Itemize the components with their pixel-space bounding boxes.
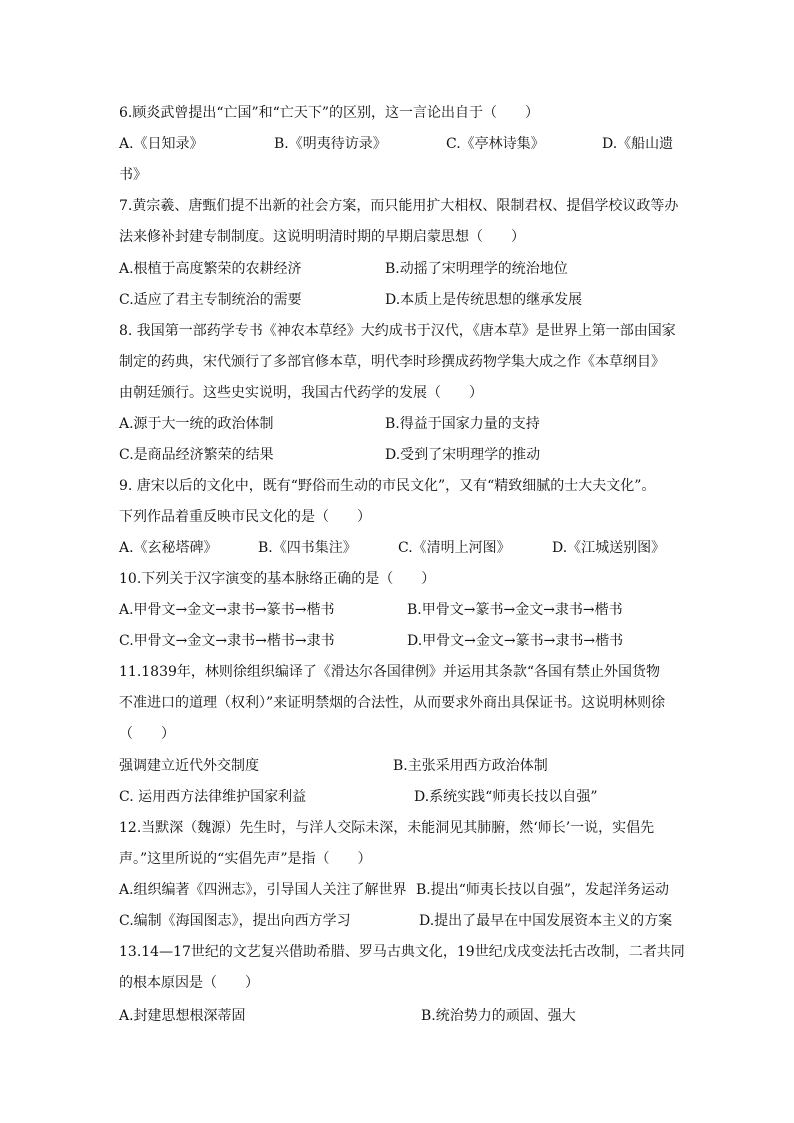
question-11-stem-line-2: 不准进口的道理（权利）”来证明禁烟的合法性，从而要求外商出具保证书。这说明林则徐: [119, 695, 666, 711]
question-9-option-b: B.《四书集注》: [258, 540, 357, 556]
question-10-option-c: C.甲骨文→金文→隶书→楷书→隶书: [119, 633, 335, 649]
question-8-option-d: D.受到了宋明理学的推动: [385, 447, 541, 463]
question-6-option-b: B.《明夷待访录》: [274, 136, 387, 152]
question-7-option-b: B.动摇了宋明理学的统治地位: [385, 261, 568, 277]
question-6-option-d-continued: 书》: [119, 167, 147, 183]
question-10-option-b: B.甲骨文→篆书→金文→隶书→楷书: [407, 602, 623, 618]
question-6-option-c: C.《亭林诗集》: [446, 136, 545, 152]
question-13-stem-line-2: 的根本原因是（ ）: [119, 975, 259, 991]
question-10-option-a: A.甲骨文→金文→隶书→篆书→楷书: [119, 602, 335, 618]
question-13-option-b: B.统治势力的顽固、强大: [421, 1008, 576, 1024]
question-12-option-b: B.提出“师夷长技以自强”，发起洋务运动: [416, 882, 670, 898]
question-11-option-b: B.主张采用西方政治体制: [393, 758, 548, 774]
question-11-stem-line-3: （ ）: [119, 726, 175, 742]
question-8-stem-line-2: 制定的药典，宋代颁行了多部官修本草，明代李时珍撰成药物学集大成之作《本草纲目》: [119, 354, 665, 370]
question-9-stem-line-1: 9. 唐宋以后的文化中，既有“野俗而生动的市民文化”，又有“精致细腻的士大夫文化”。: [119, 478, 656, 494]
question-6-stem: 6.顾炎武曾提出“亡国”和“亡天下”的区别，这一言论出自于（ ）: [119, 105, 539, 121]
question-7-stem-line-2: 法来修补封建专制制度。这说明明清时期的早期启蒙思想（ ）: [119, 229, 525, 245]
question-11-option-a: 强调建立近代外交制度: [119, 758, 259, 774]
question-8-stem-line-1: 8. 我国第一部药学专书《神农本草经》大约成书于汉代，《唐本草》是世界上第一部由国家: [119, 323, 676, 339]
question-12-option-a: A.组织编著《四洲志》，引导国人关注了解世界: [119, 882, 407, 898]
question-12-stem-line-2: 声。”这里所说的“实倡先声”是指（ ）: [119, 851, 372, 867]
question-9-option-d: D.《江城送别图》: [552, 540, 666, 556]
question-13-stem-line-1: 13.14—17世纪的文艺复兴借助希腊、罗马古典文化，19世纪戊戌变法托古改制，二者共同: [119, 944, 685, 960]
question-8-stem-line-3: 由朝廷颁行。这些史实说明，我国古代药学的发展（ ）: [119, 385, 483, 401]
question-6-option-a: A.《日知录》: [119, 136, 204, 152]
question-7-option-a: A.根植于高度繁荣的农耕经济: [119, 261, 302, 277]
question-12-option-c: C.编制《海国图志》，提出向西方学习: [119, 913, 351, 929]
question-9-option-c: C.《清明上河图》: [398, 540, 511, 556]
question-11-stem-line-1: 11.1839年，林则徐组织编译了《滑达尔各国律例》并运用其条款“各国有禁止外国货物: [119, 664, 661, 680]
question-9-stem-line-2: 下列作品着重反映市民文化的是（ ）: [119, 509, 371, 525]
question-6-option-d: D.《船山遗: [602, 136, 674, 152]
question-8-option-a: A.源于大一统的政治体制: [119, 416, 274, 432]
question-7-stem-line-1: 7.黄宗羲、唐甄们提不出新的社会方案，而只能用扩大相权、限制君权、提倡学校议政等办: [119, 198, 679, 214]
question-7-option-d: D.本质上是传统思想的继承发展: [385, 292, 583, 308]
question-10-stem: 10.下列关于汉字演变的基本脉络正确的是（ ）: [119, 571, 436, 587]
question-8-option-c: C.是商品经济繁荣的结果: [119, 447, 274, 463]
question-13-option-a: A.封建思想根深蒂固: [119, 1008, 246, 1024]
question-10-option-d: D.甲骨文→金文→篆书→隶书→楷书: [407, 633, 624, 649]
question-7-option-c: C.适应了君主专制统治的需要: [119, 292, 302, 308]
question-9-option-a: A.《玄秘塔碑》: [119, 540, 218, 556]
question-12-option-d: D.提出了最早在中国发展资本主义的方案: [419, 913, 673, 929]
question-12-stem-line-1: 12.当默深（魏源）先生时，与洋人交际未深，未能洞见其肺腑，然‘师长’一说，实倡先: [119, 820, 655, 836]
question-8-option-b: B.得益于国家力量的支持: [385, 416, 540, 432]
question-11-option-d: D.系统实践“师夷长技以自强”: [414, 789, 598, 805]
question-11-option-c: C. 运用西方法律维护国家利益: [119, 789, 307, 805]
